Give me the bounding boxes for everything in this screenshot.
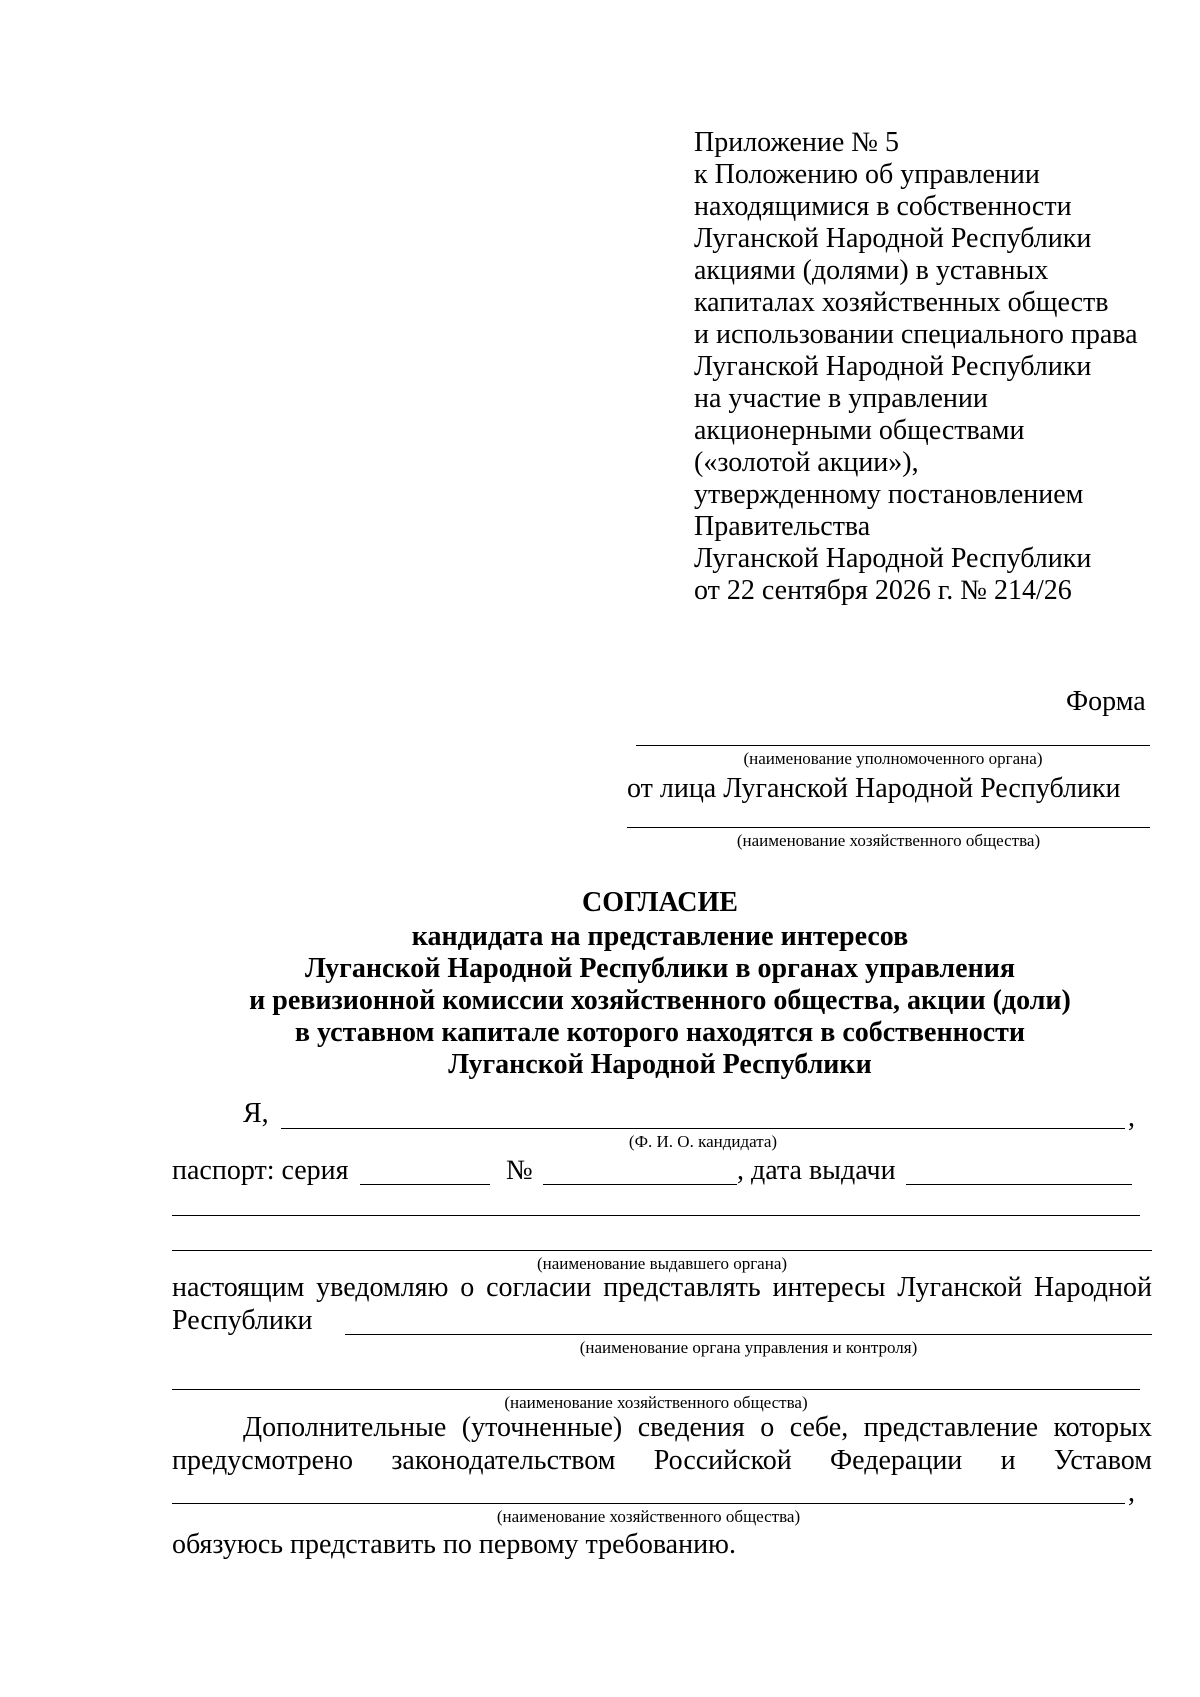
extra-word: сведения — [637, 1412, 745, 1443]
notice-word: настоящим — [172, 1272, 305, 1303]
extra-word: Российской — [653, 1445, 792, 1476]
notice-word: представлять — [603, 1272, 761, 1303]
issuer-blank-line-1 — [172, 1215, 1140, 1216]
subtitle-line: Луганской Народной Республики — [448, 1049, 872, 1080]
subtitle-line: и ревизионной комиссии хозяйственного общества, акции (доли) — [249, 985, 1071, 1016]
appendix-line: Луганской Народной Республики — [694, 223, 1092, 254]
issue-date-label: , дата выдачи — [737, 1155, 896, 1186]
appendix-line: («золотой акции»), — [694, 447, 919, 478]
extra-word: которых — [1053, 1412, 1152, 1443]
issue-date-blank — [906, 1184, 1132, 1185]
appendix-line: Луганской Народной Республики — [694, 543, 1092, 574]
extra-word: Федерации — [830, 1445, 963, 1476]
appendix-line: и использовании специального права — [694, 319, 1138, 350]
appendix-line: утвержденному постановлением — [694, 479, 1084, 510]
extra-word: о — [760, 1412, 775, 1443]
subtitle-line: в уставном капитале которого находятся в собственности — [294, 1017, 1026, 1048]
governing-body-blank-line — [345, 1334, 1152, 1335]
issuer-caption: (наименование выдавшего органа) — [536, 1254, 788, 1273]
extra-info-line-2 — [172, 1445, 1152, 1477]
fio-blank-line — [281, 1128, 1125, 1129]
extra-word: себе, — [789, 1412, 849, 1443]
charter-blank-line — [172, 1503, 1125, 1504]
extra-info-line-1 — [243, 1412, 1152, 1444]
passport-number-sign: № — [506, 1155, 533, 1186]
passport-number-blank — [543, 1184, 737, 1185]
company-blank-line-1 — [172, 1389, 1140, 1390]
appendix-line: акциями (долями) в уставных — [694, 255, 1049, 286]
extra-word: и — [1000, 1445, 1016, 1476]
appendix-line: акционерными обществами — [694, 415, 1025, 446]
extra-word: Уставом — [1053, 1445, 1152, 1476]
notice-word: Луганской — [897, 1272, 1023, 1303]
authority-caption: (наименование уполномоченного органа) — [743, 749, 1043, 768]
notice-word: согласии — [486, 1272, 592, 1303]
form-label: Форма — [1066, 686, 1146, 717]
appendix-line: Приложение № 5 — [694, 127, 899, 158]
notice-line-2: Республики — [172, 1305, 313, 1336]
closing-text: обязуюсь представить по первому требованию. — [172, 1529, 736, 1560]
document-title: СОГЛАСИЕ — [582, 887, 738, 918]
passport-series-blank — [360, 1184, 490, 1185]
appendix-line: Правительства — [694, 511, 871, 542]
subtitle-line: Луганской Народной Республики в органах управления — [305, 953, 1015, 984]
fio-comma: , — [1128, 1102, 1135, 1133]
appendix-line: капиталах хозяйственных обществ — [694, 287, 1109, 318]
extra-word: (уточненные) — [461, 1412, 623, 1443]
appendix-line: от 22 сентября 2026 г. № 214/26 — [694, 575, 1072, 606]
charter-comma: , — [1128, 1477, 1135, 1508]
extra-word: предусмотрено — [172, 1445, 354, 1476]
authority-blank-line — [636, 745, 1150, 746]
appendix-line: Луганской Народной Республики — [694, 351, 1092, 382]
company-caption: (наименование хозяйственного общества) — [736, 831, 1041, 850]
notice-word: интересы — [772, 1272, 886, 1303]
extra-word: представление — [863, 1412, 1039, 1443]
notice-line-1 — [172, 1272, 1152, 1304]
company-blank-line — [627, 827, 1150, 828]
issuer-blank-line-2 — [172, 1250, 1152, 1251]
passport-series-label: паспорт: серия — [172, 1155, 349, 1186]
company-caption-1: (наименование хозяйственного общества) — [504, 1393, 808, 1412]
on-behalf-text: от лица Луганской Народной Республики — [627, 773, 1121, 804]
appendix-line: находящимися в собственности — [694, 191, 1072, 222]
extra-word: законодательством — [391, 1445, 616, 1476]
appendix-line: на участие в управлении — [694, 383, 988, 414]
i-label: Я, — [243, 1098, 269, 1129]
notice-word: о — [460, 1272, 475, 1303]
fio-caption: (Ф. И. О. кандидата) — [628, 1132, 778, 1151]
subtitle-line: кандидата на представление интересов — [411, 921, 909, 952]
governing-body-caption: (наименование органа управления и контроля) — [579, 1338, 918, 1357]
company-caption-2: (наименование хозяйственного общества) — [496, 1507, 801, 1526]
notice-word: уведомляю — [316, 1272, 449, 1303]
extra-word: Дополнительные — [243, 1412, 447, 1443]
appendix-line: к Положению об управлении — [694, 159, 1040, 190]
notice-word: Народной — [1033, 1272, 1152, 1303]
